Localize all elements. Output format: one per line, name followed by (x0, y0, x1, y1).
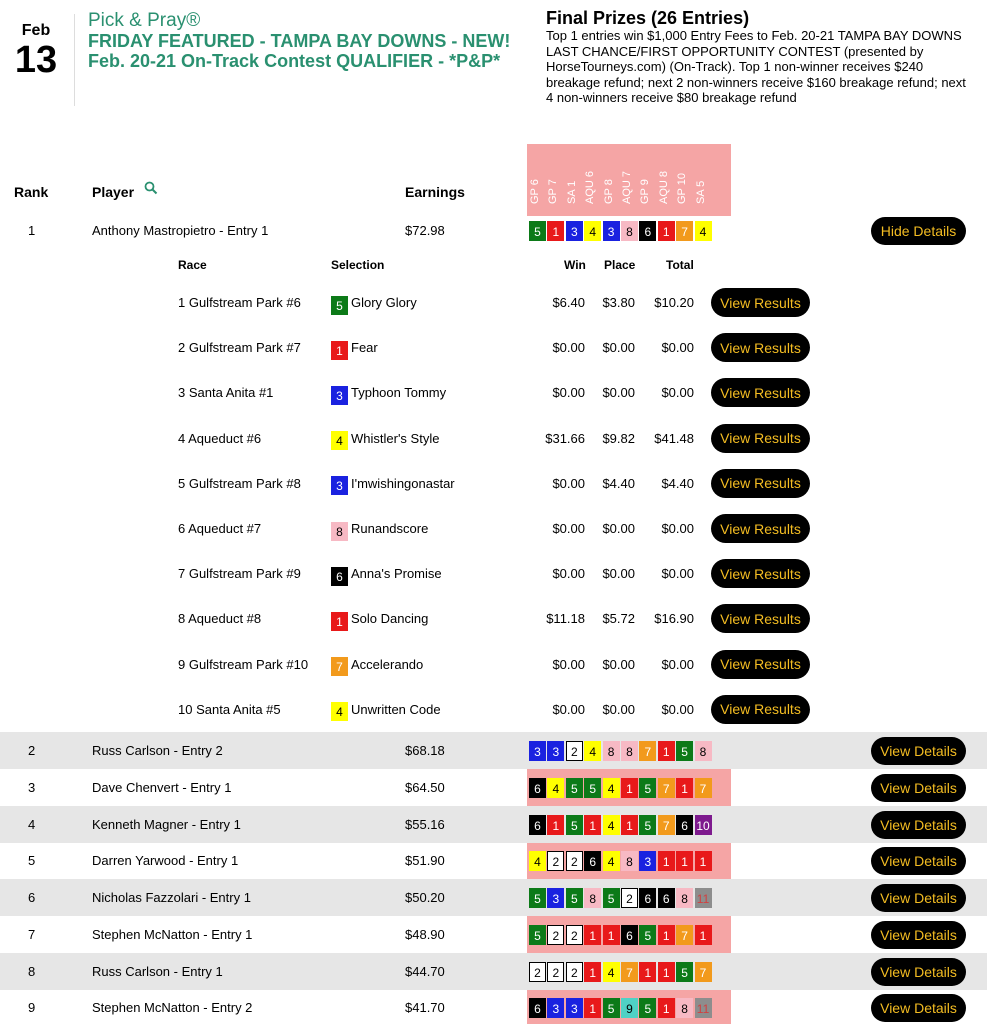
pick-box: 8 (676, 998, 693, 1018)
pick-box: 4 (603, 851, 620, 871)
pick-box: 1 (547, 815, 564, 835)
pick-box: 1 (676, 778, 693, 798)
detail-race: 10 Santa Anita #5 (178, 701, 281, 717)
selection-number-box: 4 (331, 431, 348, 450)
pick-box: 1 (584, 998, 601, 1018)
rank-cell: 2 (28, 743, 36, 758)
view-results-button[interactable]: View Results (711, 695, 810, 724)
earnings-cell: $72.98 (405, 223, 445, 238)
view-results-button[interactable]: View Results (711, 333, 810, 362)
horse-name: Fear (351, 340, 378, 356)
selection-number-box: 5 (331, 296, 348, 315)
view-results-button[interactable]: View Results (711, 559, 810, 588)
detail-place: $4.40 (602, 475, 635, 491)
pick-boxes (529, 851, 713, 871)
detail-selection (331, 424, 439, 454)
pick-box: 4 (584, 221, 601, 241)
detail-row (0, 650, 987, 695)
selection-number-box: 3 (331, 476, 348, 495)
race-header-label: AQU 8 (657, 170, 670, 204)
detail-place: $0.00 (602, 385, 635, 401)
detail-total: $0.00 (661, 566, 694, 582)
pick-boxes (529, 221, 713, 241)
pick-box: 2 (547, 851, 564, 871)
detail-race: 6 Aqueduct #7 (178, 521, 262, 536)
horse-name: Whistler's Style (351, 430, 440, 446)
pick-box: 8 (676, 888, 693, 908)
detail-row (0, 333, 987, 378)
pick-box: 6 (621, 925, 638, 945)
player-name[interactable]: Russ Carlson - Entry 1 (92, 964, 223, 979)
selection-number-box: 1 (331, 612, 348, 631)
pick-box: 6 (529, 998, 546, 1018)
view-results-button[interactable]: View Results (711, 469, 810, 498)
detail-place: $0.00 (602, 656, 635, 672)
prizes-text: Top 1 entries win $1,000 Entry Fees to Feb. 20-21 TAMPA BAY DOWNS LAST CHANCE/FIRST OPPORTUNITY CONTEST (presented by HorseTourneys.com) (On-Track). Top 1 non-winner receives $240 breakage refund; next 2 non-winners receive $160 breakage refund; next 4 non-winners receive $80 breakage refund (546, 28, 966, 105)
earnings-cell: $64.50 (405, 780, 445, 795)
pick-box: 11 (695, 888, 712, 908)
earnings-cell: $41.70 (405, 1000, 445, 1015)
pick-box: 7 (658, 815, 675, 835)
detail-win: $0.00 (552, 475, 585, 491)
player-name[interactable]: Anthony Mastropietro - Entry 1 (92, 223, 269, 238)
view-results-button[interactable]: View Results (711, 604, 810, 633)
view-results-button[interactable]: View Results (711, 424, 810, 453)
view-details-button[interactable]: View Details (871, 958, 966, 986)
view-details-button[interactable]: View Details (871, 994, 966, 1022)
search-icon[interactable] (144, 181, 158, 200)
race-header-label: GP 7 (547, 179, 560, 204)
view-details-button[interactable]: View Details (871, 921, 966, 949)
detail-row (0, 288, 987, 333)
detail-win: $0.00 (552, 340, 585, 356)
detail-win: $0.00 (552, 656, 585, 672)
race-header-label: AQU 7 (621, 170, 633, 204)
rank-cell: 9 (28, 1000, 36, 1015)
pick-box: 6 (658, 888, 675, 908)
header-divider (74, 14, 75, 106)
detail-selection (331, 469, 455, 499)
pick-box: 4 (603, 778, 620, 798)
detail-row (0, 514, 987, 559)
detail-win: $31.66 (545, 430, 585, 446)
prizes-title: Final Prizes (26 Entries) (546, 8, 750, 28)
leaderboard-row (0, 879, 987, 916)
pick-box: 5 (566, 888, 583, 908)
pick-box: 1 (676, 851, 693, 871)
player-name[interactable]: Dave Chenvert - Entry 1 (92, 780, 232, 795)
pick-box: 2 (547, 962, 564, 982)
rank-cell: 6 (28, 890, 36, 905)
pick-box: 5 (603, 998, 620, 1018)
pick-box: 6 (676, 815, 693, 835)
pick-box: 4 (529, 851, 546, 871)
view-details-button[interactable]: View Details (871, 811, 966, 839)
player-name[interactable]: Russ Carlson - Entry 2 (92, 743, 223, 758)
pick-box: 1 (621, 778, 638, 798)
pick-box: 5 (529, 221, 546, 241)
pick-box: 7 (695, 778, 712, 798)
detail-total: $0.00 (661, 701, 694, 717)
leaderboard-row (0, 806, 987, 843)
horse-name: Glory Glory (351, 295, 417, 310)
pick-box: 8 (584, 888, 601, 908)
detail-selection (331, 378, 446, 408)
race-header-label: GP 10 (676, 173, 689, 204)
pick-box: 1 (658, 962, 675, 982)
detail-total: $16.90 (654, 611, 694, 627)
horse-name: Solo Dancing (351, 611, 429, 627)
detail-race: 8 Aqueduct #8 (178, 611, 262, 627)
pick-box: 4 (603, 962, 620, 982)
race-header-label: SA 5 (694, 180, 707, 204)
pick-box: 8 (695, 741, 712, 761)
selection-number-box: 1 (331, 341, 348, 360)
horse-name: Anna's Promise (351, 566, 442, 582)
pick-boxes (529, 962, 713, 982)
pick-box: 1 (621, 815, 638, 835)
view-details-button[interactable]: View Details (871, 884, 966, 912)
pick-box: 3 (639, 851, 656, 871)
detail-race-header: Race (178, 258, 207, 272)
pick-box: 2 (566, 925, 583, 945)
pick-boxes (529, 778, 713, 798)
detail-total: $0.00 (661, 521, 694, 536)
pick-box: 1 (639, 962, 656, 982)
selection-number-box: 8 (331, 522, 348, 541)
pick-box: 5 (566, 778, 583, 798)
horse-name: Accelerando (351, 656, 424, 672)
leaderboard-row (0, 769, 987, 806)
detail-selection (331, 695, 441, 725)
leaderboard-row (0, 916, 987, 953)
pick-box: 6 (639, 888, 656, 908)
pick-box: 1 (658, 221, 675, 241)
pick-box: 2 (566, 851, 583, 871)
pick-box: 1 (658, 925, 675, 945)
detail-row (0, 424, 987, 469)
detail-total-header: Total (666, 258, 694, 272)
selection-number-box: 4 (331, 702, 348, 721)
pick-box: 4 (584, 741, 601, 761)
pick-box: 5 (639, 778, 656, 798)
pick-box: 2 (621, 888, 638, 908)
hide-details-button[interactable]: Hide Details (871, 217, 966, 245)
pick-box: 11 (695, 998, 712, 1018)
pick-box: 3 (529, 741, 546, 761)
pick-boxes (529, 888, 713, 908)
detail-row (0, 559, 987, 604)
detail-row (0, 695, 987, 740)
pick-box: 5 (584, 778, 601, 798)
view-results-button[interactable]: View Results (711, 514, 810, 543)
pick-box: 3 (547, 998, 564, 1018)
detail-total: $0.00 (661, 385, 694, 401)
race-header-label: AQU 6 (584, 170, 597, 204)
pick-box: 1 (658, 998, 675, 1018)
pick-box: 5 (566, 815, 583, 835)
date-badge (12, 22, 60, 80)
pick-box: 2 (566, 741, 583, 761)
detail-place: $0.00 (602, 701, 635, 717)
rank-cell: 5 (28, 853, 36, 868)
detail-selection (331, 559, 442, 589)
detail-place: $0.00 (602, 340, 635, 356)
horse-name: Typhoon Tommy (351, 385, 447, 401)
player-name[interactable]: Stephen McNatton - Entry 1 (92, 927, 253, 942)
earnings-cell: $48.90 (405, 927, 445, 942)
detail-place-header: Place (604, 258, 636, 272)
pick-box: 5 (529, 925, 546, 945)
pick-box: 9 (621, 998, 638, 1018)
leaderboard-row (0, 989, 987, 1026)
earnings-cell: $55.16 (405, 817, 445, 832)
pick-box: 1 (658, 851, 675, 871)
detail-win: $0.00 (552, 566, 585, 582)
detail-total: $0.00 (661, 656, 694, 672)
pick-box: 5 (603, 888, 620, 908)
detail-selection (331, 514, 428, 544)
earnings-cell: $51.90 (405, 853, 445, 868)
pick-box: 7 (695, 962, 712, 982)
pick-box: 5 (639, 925, 656, 945)
player-name[interactable]: Kenneth Magner - Entry 1 (92, 817, 241, 832)
pick-box: 7 (639, 741, 656, 761)
player-name[interactable]: Stephen McNatton - Entry 2 (92, 1000, 253, 1015)
pick-box: 1 (584, 925, 601, 945)
horse-name: I'mwishingonastar (351, 475, 455, 491)
view-details-button[interactable]: View Details (871, 737, 966, 765)
view-results-button[interactable]: View Results (711, 378, 810, 407)
detail-win-header: Win (564, 258, 586, 272)
contest-title (88, 10, 518, 71)
pick-box: 6 (639, 221, 656, 241)
pick-box: 6 (529, 778, 546, 798)
detail-race: 4 Aqueduct #6 (178, 430, 262, 446)
pick-boxes (529, 741, 713, 761)
detail-race: 9 Gulfstream Park #10 (178, 656, 309, 672)
pick-box: 2 (529, 962, 546, 982)
pick-boxes (529, 815, 713, 835)
detail-selection (331, 288, 417, 318)
pick-box: 4 (603, 815, 620, 835)
detail-place: $0.00 (602, 521, 635, 536)
prizes-panel (546, 8, 976, 106)
detail-total: $41.48 (654, 430, 694, 446)
pick-box: 10 (695, 815, 712, 835)
pick-box: 1 (584, 815, 601, 835)
pick-box: 4 (547, 778, 564, 798)
rank-cell: 3 (28, 780, 36, 795)
earnings-cell: $44.70 (405, 964, 445, 979)
rank-cell: 8 (28, 964, 36, 979)
pick-box: 3 (547, 741, 564, 761)
selection-number-box: 3 (331, 386, 348, 405)
detail-win: $11.18 (546, 611, 585, 627)
rank-header: Rank (14, 184, 49, 200)
detail-row (0, 378, 987, 423)
detail-place: $9.82 (602, 430, 635, 446)
selection-number-box: 6 (331, 567, 348, 586)
rank-cell: 1 (28, 223, 36, 238)
pick-box: 2 (566, 962, 583, 982)
pick-box: 1 (658, 741, 675, 761)
date-day: 13 (14, 39, 58, 81)
pick-box: 7 (676, 221, 693, 241)
leaderboard-row (0, 212, 987, 249)
pick-box: 6 (584, 851, 601, 871)
pick-box: 1 (547, 221, 564, 241)
detail-race: 3 Santa Anita #1 (178, 385, 274, 401)
pick-box: 7 (621, 962, 638, 982)
pick-box: 7 (676, 925, 693, 945)
detail-race: 1 Gulfstream Park #6 (178, 295, 301, 310)
contest-brand: Pick & Pray® (88, 10, 201, 31)
detail-selection-header: Selection (331, 258, 385, 272)
pick-box: 6 (529, 815, 546, 835)
pick-box: 1 (603, 925, 620, 945)
earnings-cell: $68.18 (405, 743, 445, 758)
horse-name: Unwritten Code (351, 701, 441, 717)
horse-name: Runandscore (351, 521, 429, 536)
pick-box: 3 (566, 998, 583, 1018)
pick-box: 8 (621, 221, 638, 241)
pick-box: 1 (584, 962, 601, 982)
earnings-cell: $50.20 (405, 890, 445, 905)
detail-total: $4.40 (661, 475, 694, 491)
detail-win: $0.00 (552, 701, 585, 717)
detail-row (0, 604, 987, 649)
pick-box: 8 (621, 851, 638, 871)
detail-row (0, 469, 987, 514)
rank-cell: 7 (28, 927, 36, 942)
race-header-label: GP 6 (529, 179, 541, 204)
pick-boxes (529, 925, 713, 945)
leaderboard-row (0, 842, 987, 879)
detail-selection (331, 650, 423, 680)
pick-box: 3 (566, 221, 583, 241)
player-header: Player (92, 184, 135, 200)
pick-box: 2 (547, 925, 564, 945)
pick-box: 4 (695, 221, 712, 241)
leaderboard-row (0, 953, 987, 990)
race-header-label: SA 1 (565, 180, 578, 204)
pick-box: 3 (547, 888, 564, 908)
earnings-header: Earnings (405, 184, 465, 200)
detail-place: $5.72 (602, 611, 635, 627)
pick-box: 3 (603, 221, 620, 241)
pick-box: 1 (695, 851, 712, 871)
view-details-button[interactable]: View Details (871, 847, 966, 875)
date-month: Feb (21, 22, 51, 39)
pick-box: 8 (603, 741, 620, 761)
view-details-button[interactable]: View Details (871, 774, 966, 802)
rank-cell: 4 (28, 817, 36, 832)
player-name[interactable]: Nicholas Fazzolari - Entry 1 (92, 890, 251, 905)
detail-total: $10.20 (654, 295, 694, 310)
pick-box: 5 (529, 888, 546, 908)
detail-place: $0.00 (602, 566, 635, 582)
pick-box: 7 (658, 778, 675, 798)
detail-total: $0.00 (661, 340, 694, 356)
race-headers (527, 146, 731, 208)
pick-boxes (529, 998, 713, 1018)
detail-selection (331, 604, 428, 634)
detail-win: $6.40 (552, 295, 585, 310)
pick-box: 5 (676, 962, 693, 982)
pick-box: 5 (639, 998, 656, 1018)
detail-win: $0.00 (552, 521, 585, 536)
pick-box: 5 (676, 741, 693, 761)
view-results-button[interactable]: View Results (711, 650, 810, 679)
pick-box: 5 (639, 815, 656, 835)
player-name[interactable]: Darren Yarwood - Entry 1 (92, 853, 239, 868)
detail-win: $0.00 (552, 385, 585, 401)
race-header-label: GP 8 (602, 179, 615, 204)
detail-race: 5 Gulfstream Park #8 (178, 475, 301, 491)
race-header-label: GP 9 (639, 179, 652, 204)
view-results-button[interactable]: View Results (711, 288, 810, 317)
detail-place: $3.80 (602, 295, 635, 310)
pick-box: 1 (695, 925, 712, 945)
detail-race: 7 Gulfstream Park #9 (178, 566, 301, 582)
detail-race: 2 Gulfstream Park #7 (178, 340, 301, 356)
selection-number-box: 7 (331, 657, 348, 676)
contest-name: FRIDAY FEATURED - TAMPA BAY DOWNS - NEW! Feb. 20-21 On-Track Contest QUALIFIER - *P&P* (88, 31, 511, 71)
pick-box: 8 (621, 741, 638, 761)
detail-selection (331, 333, 378, 363)
